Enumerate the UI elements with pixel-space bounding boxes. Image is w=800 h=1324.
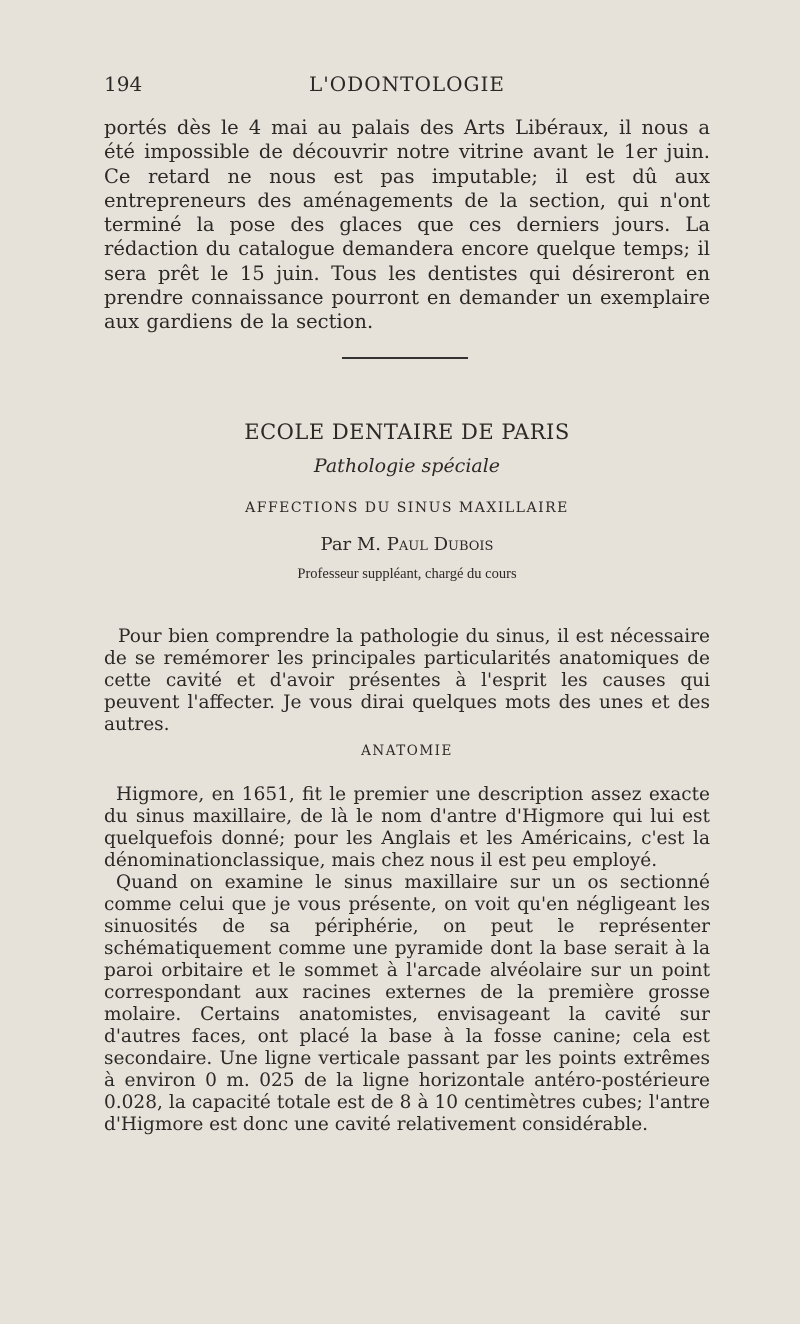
author-name: Paul Dubois: [386, 534, 494, 555]
anatomy-heading: ANATOMIE: [361, 743, 453, 759]
section-divider: [342, 357, 468, 359]
byline-prefix: Par M.: [320, 534, 382, 555]
anatomy-paragraph-2: Quand on examine le sinus maxillaire sur un os sectionné comme celui que je vous présente, on voit qu'en négligeant les sinuosités de sa périphérie, on peut le représenter schématiquement comme une pyramide dont la base serait à la paroi orbitaire et le sommet à l'arcade alvéolaire sur un point correspondant aux racines externes de la première grosse molaire. Certains anatomistes, envisageant la cavité sur d'autres faces, ont placé la base à la fosse canine; cela est secondaire. Une ligne verticale passant par les points extrêmes à environ 0 m. 025 de la ligne horizontale antéro-postérieure 0.028, la capacité totale est de 8 à 10 centimètres cubes; l'antre d'Higmore est donc une cavité relativement considérable.: [104, 872, 710, 1135]
page-number: 194: [104, 72, 143, 96]
section-title: ECOLE DENTAIRE DE PARIS: [244, 420, 570, 444]
article-subtitle: Pathologie spéciale: [313, 455, 501, 477]
article-intro-paragraph: Pour bien comprendre la pathologie du sinus, il est nécessaire de se remémorer les principales particularités anatomiques de cette cavité et d'avoir présentes à l'esprit les causes qui peuvent l'affecter. Je vous dirai quelques mots des unes et des autres.: [104, 626, 710, 735]
article-title: AFFECTIONS DU SINUS MAXILLAIRE: [245, 500, 569, 516]
byline: [104, 534, 710, 555]
anatomy-paragraph-1: Higmore, en 1651, fit le premier une description assez exacte du sinus maxillaire, de là le nom d'antre d'Higmore qui lui est quelquefois donné; pour les Anglais et les Américains, c'est la dénominationclassique, mais chez nous il est peu employé.: [104, 784, 710, 871]
intro-paragraph: portés dès le 4 mai au palais des Arts Libéraux, il nous a été impossible de découvrir notre vitrine avant le 1er juin. Ce retard ne nous est pas imputable; il est dû aux entrepreneurs des aménagements de la section, qui n'ont terminé la pose des glaces que ces derniers jours. La rédaction du catalogue demandera encore quelque temps; il sera prêt le 15 juin. Tous les dentistes qui désireront en prendre connaissance pourront en demander un exemplaire aux gardiens de la section.: [104, 116, 710, 334]
running-title: L'ODONTOLOGIE: [309, 72, 505, 96]
author-role: Professeur suppléant, chargé du cours: [297, 566, 517, 582]
page-header: [104, 72, 710, 100]
